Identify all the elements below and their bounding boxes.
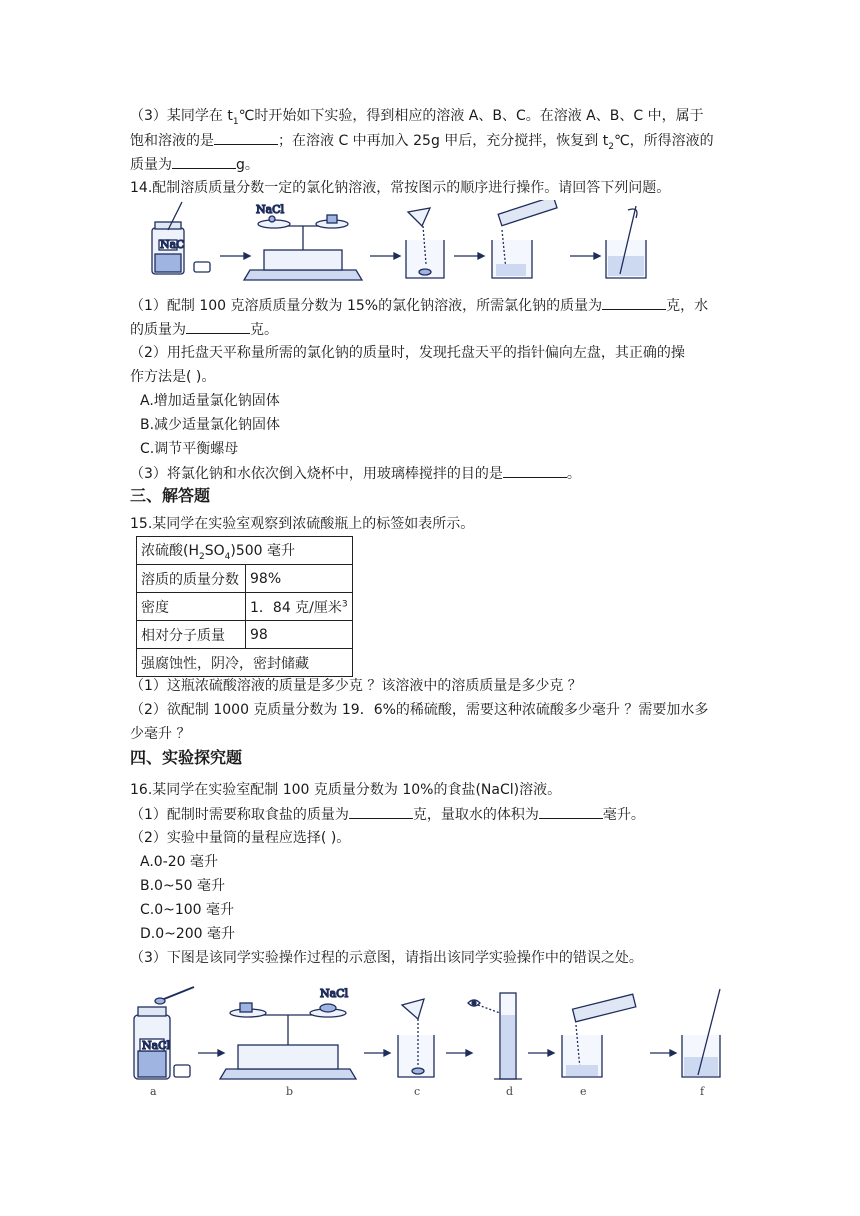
q14-option-c: C.调节平衡螺母 (140, 441, 239, 457)
table-cell: 浓硫酸$(H_2SO_4)500$ 毫升 (137, 537, 353, 565)
table-cell: 相对分子质量 (137, 621, 246, 649)
q14-part3: （3）将氯化钠和水依次倒入烧杯中，用玻璃棒搅拌的目的是 。 (130, 463, 581, 484)
q16-part3: （3）下图是该同学实验操作过程的示意图，请指出该同学实验操作中的错误之处。 (130, 950, 643, 966)
table-cell: 溶质的质量分数 (137, 565, 246, 593)
pouring-icon (562, 994, 636, 1077)
q13-part3-line1: （3）某同学在 $t_1℃$时开始如下实验，得到相应的溶液 A、B、C。在溶液 A、B、C 中，属于 (130, 108, 704, 127)
q16-option-d: D.0~200 毫升 (140, 926, 236, 942)
balance-scale-icon (244, 215, 362, 280)
beaker-icon (398, 999, 434, 1077)
weighing-dish-icon (194, 262, 210, 272)
figure-label-d: d (506, 1085, 514, 1098)
stirring-beaker-icon (606, 206, 646, 278)
table-row (137, 593, 353, 621)
q16-part1: （1）配制时需要称取食盐的质量为 克，量取水的体积为 毫升。 (130, 804, 645, 825)
table-row (137, 565, 353, 593)
svg-text:NaCl: NaCl (320, 987, 349, 1000)
q16-option-b: B.0~50 毫升 (140, 878, 225, 894)
stirring-beaker-icon (682, 989, 720, 1077)
answer-blank (602, 295, 666, 310)
eye-icon (468, 1000, 480, 1006)
q14-part1-line1: （1）配制 100 克溶质质量分数为 15%的氯化钠溶液，所需氯化钠的质量为 克，水 (130, 295, 708, 316)
q14-part2-line1: （2）用托盘天平称量所需的氯化钠的质量时，发现托盘天平的指针偏向左盘，其正确的操 (130, 345, 685, 361)
q13-part3-line2: 饱和溶液的是 ；在溶液 C 中再加入 25g 甲后，充分搅拌，恢复到 $t_2℃$，所得溶液的 (130, 130, 714, 157)
figure-label-b: b (286, 1085, 294, 1098)
q14-procedure-figure (140, 200, 670, 286)
q14-option-b: B.减少适量氯化钠固体 (140, 417, 281, 433)
q15-stem: 15.某同学在实验室观察到浓硫酸瓶上的标签如表所示。 (130, 516, 475, 532)
q13-part3-line3: 质量为 g。 (130, 154, 259, 175)
table-cell: 98 (246, 621, 353, 649)
acid-label-table (136, 536, 353, 677)
q16-procedure-figure (128, 985, 740, 1100)
table-cell: 1．84 克/厘米$^3$ (246, 593, 353, 621)
pouring-icon (492, 200, 557, 278)
measuring-cylinder-icon (478, 993, 522, 1079)
figure-label-f: f (700, 1085, 705, 1098)
balance-scale-icon (220, 1003, 356, 1079)
q15-part2-line2: 少毫升 ？ (130, 726, 191, 742)
q14-stem: 14.配制溶质质量分数一定的氯化钠溶液，常按图示的顺序进行操作。请回答下列问题。 (130, 180, 671, 196)
q16-stem: 16.某同学在实验室配制 100 克质量分数为 10%的食盐(NaCl)溶液。 (130, 782, 562, 798)
figure-label-a: a (150, 1085, 157, 1098)
answer-blank (539, 804, 603, 819)
answer-blank (349, 804, 413, 819)
q15-part2-line1: （2）欲配制 1000 克质量分数为 19．6%的稀硫酸，需要这种浓硫酸多少毫升 ？需要加水多 (130, 702, 709, 718)
q16-part2: （2）实验中量筒的量程应选择( )。 (130, 830, 351, 846)
weighing-dish-icon (174, 1065, 190, 1077)
figure-label-c: c (414, 1085, 421, 1098)
svg-text:NaCl: NaCl (256, 203, 285, 216)
svg-text:NaCl: NaCl (142, 1039, 171, 1052)
q14-part1-line2: 的质量为 克。 (130, 319, 278, 340)
q14-part2-line2: 作方法是( )。 (130, 369, 216, 385)
table-row (137, 537, 353, 565)
answer-blank (214, 130, 278, 145)
figure-label-e: e (580, 1085, 587, 1098)
answer-blank (503, 463, 567, 478)
q16-option-a: A.0-20 毫升 (140, 854, 219, 870)
svg-text:NaC: NaC (160, 238, 185, 251)
beaker-icon (406, 208, 444, 278)
section-heading-3: 三、解答题 (130, 486, 211, 505)
q15-part1: （1）这瓶浓硫酸溶液的质量是多少克 ？该溶液中的溶质质量是多少克 ？ (130, 678, 582, 694)
table-row (137, 649, 353, 677)
table-cell: 密度 (137, 593, 246, 621)
answer-blank (186, 319, 250, 334)
answer-blank (172, 154, 236, 169)
table-cell: 98% (246, 565, 353, 593)
table-cell: 强腐蚀性，阴冷，密封储藏 (137, 649, 353, 677)
section-heading-4: 四、实验探究题 (130, 748, 243, 767)
q16-option-c: C.0~100 毫升 (140, 902, 235, 918)
table-row (137, 621, 353, 649)
q14-option-a: A.增加适量氯化钠固体 (140, 393, 280, 409)
